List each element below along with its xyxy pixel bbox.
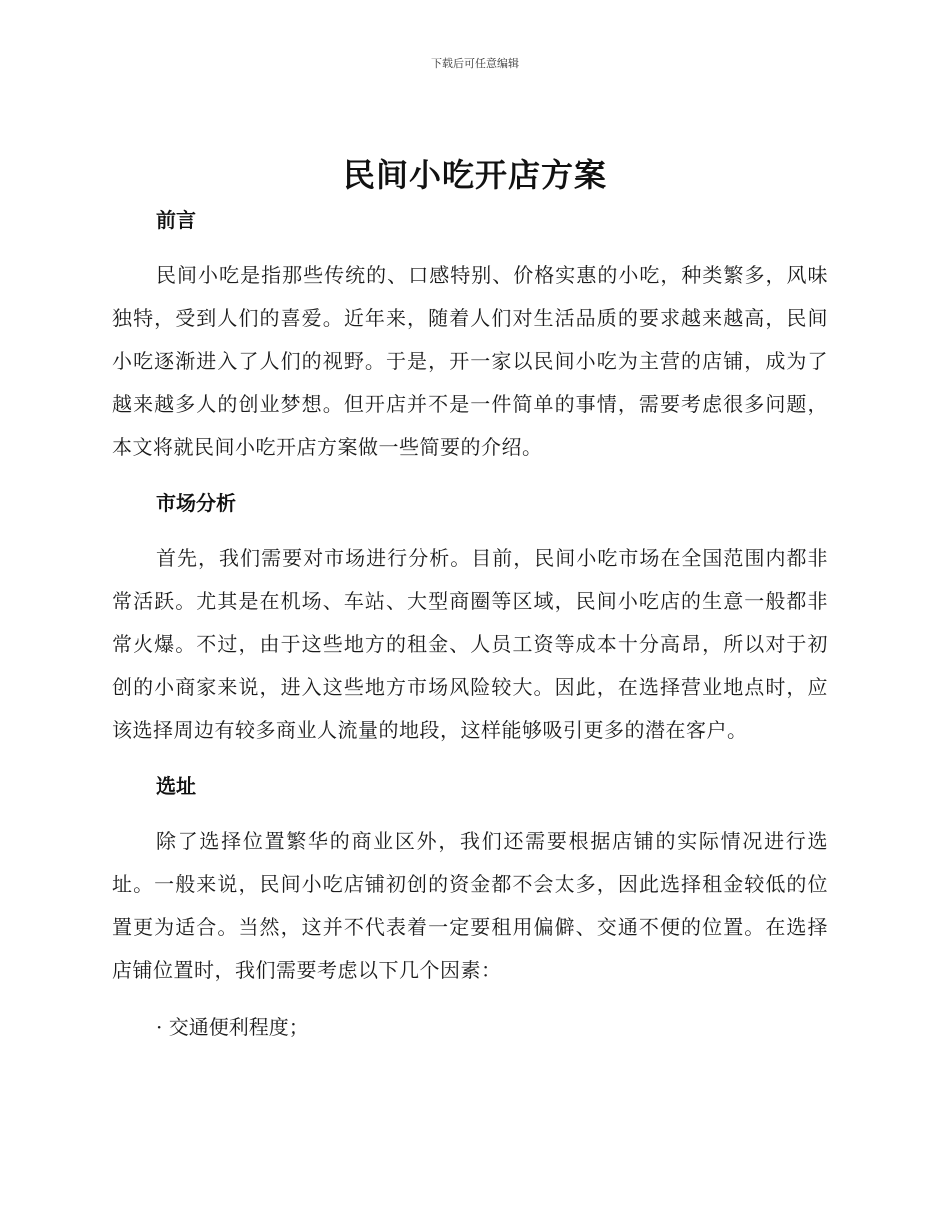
section-paragraph: 除了选择位置繁华的商业区外，我们还需要根据店铺的实际情况进行选址。一般来说，民间小吃店铺初创的资金都不会太多，因此选择租金较低的位置更为适合。当然，这并不代表着一定要租用偏僻、交通不便的位置。在选择店铺位置时，我们需要考虑以下几个因素：: [112, 829, 828, 982]
section-paragraph: 首先，我们需要对市场进行分析。目前，民间小吃市场在全国范围内都非常活跃。尤其是在机场、车站、大型商圈等区域，民间小吃店的生意一般都非常火爆。不过，由于这些地方的租金、人员工资等成本十分高昂，所以对于初创的小商家来说，进入这些地方市场风险较大。因此，在选择营业地点时，应该选择周边有较多商业人流量的地段，这样能够吸引更多的潜在客户。: [112, 546, 828, 742]
list-item: · 交通便利程度；: [156, 1015, 309, 1039]
section-heading: 选址: [156, 774, 196, 798]
section-heading: 市场分析: [156, 491, 236, 515]
document-body: [112, 200, 828, 1049]
section-preface: [112, 200, 828, 469]
section-site-selection: [112, 766, 828, 992]
section-market-analysis: [112, 483, 828, 752]
section-heading: 前言: [156, 208, 196, 232]
section-paragraph: 民间小吃是指那些传统的、口感特别、价格实惠的小吃，种类繁多，风味独特，受到人们的喜爱。近年来，随着人们对生活品质的要求越来越高，民间小吃逐渐进入了人们的视野。于是，开一家以民间小吃为主营的店铺，成为了越来越多人的创业梦想。但开店并不是一件简单的事情，需要考虑很多问题，本文将就民间小吃开店方案做一些简要的介绍。: [112, 263, 828, 459]
document-title: 民间小吃开店方案: [342, 156, 607, 194]
header-note: 下载后可任意编辑: [431, 57, 519, 70]
